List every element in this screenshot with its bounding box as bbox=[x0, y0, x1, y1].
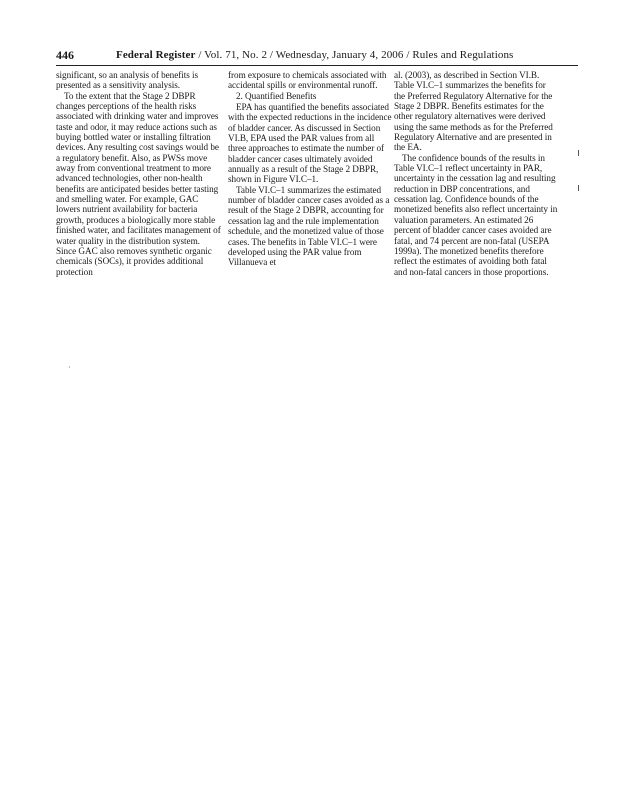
margin-mark bbox=[578, 150, 579, 156]
scan-speck: · bbox=[68, 363, 71, 372]
header-rule bbox=[56, 65, 578, 66]
paragraph: The confidence bounds of the results in Table VI.C–1 reflect uncertainty in PAR, uncertainty in the cessation lag and resulting reduction in DBP concentrations, and cessation lag. Confidence bounds of the monetized benefits also reflect uncertainty in valuation parameters. An estimated 26 percent of bladder cancer cases avoided are fatal, and 74 percent are non-fatal (USEPA 1999a). The monetized benefits therefore reflect the estimates of avoiding both fatal and non-fatal cancers in those proportions. bbox=[394, 152, 558, 277]
text-column-1 bbox=[56, 70, 221, 277]
text-column-2 bbox=[228, 70, 393, 268]
paragraph: significant, so an analysis of benefits is presented as a sensitivity analysis. bbox=[56, 70, 199, 91]
issue-details: / Vol. 71, No. 2 / Wednesday, January 4, 2006 / Rules and Regulations bbox=[195, 49, 514, 61]
paragraph: from exposure to chemicals associated with accidental spills or environmental runoff. bbox=[228, 70, 387, 91]
running-header bbox=[56, 47, 578, 63]
text-column-3 bbox=[394, 70, 559, 277]
running-title bbox=[116, 47, 513, 63]
page-number: 446 bbox=[56, 48, 74, 62]
paragraph: al. (2003), as described in Section VI.B. Table VI.C–1 summarizes the benefits for the Preferred Regulatory Alternative for the Stage 2 DBPR. Benefits estimates for the other regulatory alternatives were derived using the same methods as for the Preferred Regulatory Alternative and are presented in the EA. bbox=[394, 70, 553, 153]
paragraph: To the extent that the Stage 2 DBPR changes perceptions of the health risks associated with drinking water and improves taste and odor, it may reduce actions such as buying bottled water or installing filtration devices. Any resulting cost savings would be a regulatory benefit. Also, as PWSs move away from conventional treatment to more advanced technologies, other non-health benefits are anticipated besides better tasting and smelling water. For example, GAC lowers nutrient availability for bacteria growth, produces a biologically more stable finished water, and facilitates management of water quality in the distribution system. Since GAC also removes synthetic organic chemicals (SOCs), it provides additional protection bbox=[56, 90, 221, 277]
paragraph: Table VI.C–1 summarizes the estimated number of bladder cancer cases avoided as a result of the Stage 2 DBPR, accounting for cessation lag and the rule implementation schedule, and the monetized value of those cases. The benefits in Table VI.C–1 were developed using the PAR value from Villanueva et bbox=[228, 184, 390, 268]
margin-mark bbox=[578, 185, 579, 191]
publication-name: Federal Register bbox=[116, 49, 196, 61]
section-heading: 2. Quantified Benefits bbox=[236, 90, 317, 101]
paragraph: EPA has quantified the benefits associated with the expected reductions in the incidence of bladder cancer. As discussed in Section VI.B, EPA used the PAR values from all three approaches to estimate the number of bladder cancer cases ultimately avoided annually as a result of the Stage 2 DBPR, shown in Figure VI.C–1. bbox=[228, 102, 392, 185]
